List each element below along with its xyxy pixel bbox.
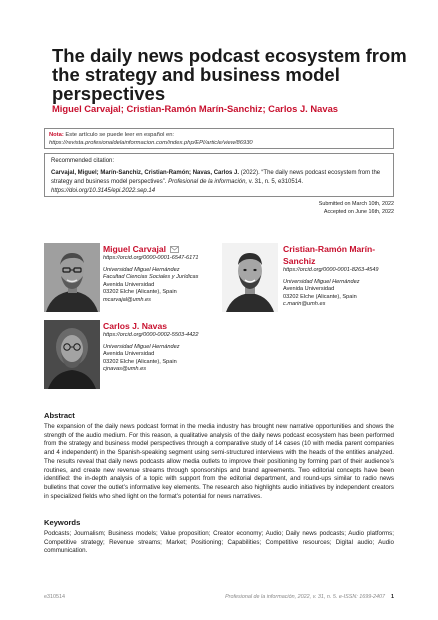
recommended-citation (44, 153, 394, 197)
address-line: 03202 Elche (Alicante), Spain (103, 289, 177, 295)
author-photo-carvajal (44, 243, 100, 312)
keywords-text: Podcasts; Journalism; Business models; Value proposition; Creator economy; Audio; Daily news podcasts; Audio platforms; Competitive strategy; Revenue streams; Market; Positioning; Capabilities; Competitive resources; Digital audio; Audio communication. (44, 530, 394, 555)
translation-note (44, 128, 394, 149)
email-link[interactable]: cjnavas@umh.es (103, 366, 146, 372)
citation-authors: Carvajal, Miguel; Marín-Sanchiz, Cristian-Ramón; Navas, Carlos J. (51, 170, 240, 176)
affiliation: Universidad Miguel Hernández (283, 278, 360, 285)
citation-doi-link[interactable]: https://doi.org/10.3145/epi.2022.sep.14 (51, 188, 156, 194)
author-info-marin (283, 243, 398, 309)
author-name: Carlos J. Navas (103, 321, 168, 331)
author-photo-marin (222, 243, 278, 312)
author-info-navas (103, 320, 218, 374)
author-list: Miguel Carvajal; Cristian-Ramón Marín-Sanchiz; Carlos J. Navas (52, 103, 339, 114)
affiliation: Universidad Miguel Hernández (103, 266, 180, 273)
envelope-icon[interactable] (170, 246, 179, 253)
affiliation: Universidad Miguel Hernández (103, 343, 180, 350)
address-line: Avenida Universidad (103, 281, 155, 288)
author-info-carvajal (103, 243, 218, 304)
journal-info: Profesional de la información, 2022, v. 31, n. 5. e-ISSN: 1699-2407 1 (225, 594, 394, 600)
citation-journal: Profesional de la información, (166, 179, 248, 185)
submission-dates (319, 200, 394, 216)
article-id: e310514 (44, 594, 65, 600)
abstract-heading: Abstract (44, 411, 75, 420)
affiliation: Facultad Ciencias Sociales y Jurídicas (103, 274, 199, 280)
address-line: Avenida Universidad (283, 286, 335, 292)
address-line: 03202 Elche (Alicante), Spain (103, 358, 177, 365)
note-text: Este artículo se puede leer en español en: (63, 132, 175, 138)
citation-year-title: (2022). “The daily news podcast ecosystem from the strategy and business model perspectives”. (51, 170, 381, 185)
citation-text (51, 169, 389, 187)
orcid-link[interactable]: https://orcid.org/0000-0001-6547-6171 (103, 255, 199, 261)
spanish-version-link[interactable]: https://revista.profesionaldelainformacion.com/index.php/EPI/article/view/86930 (49, 140, 253, 146)
page-number: 1 (391, 594, 394, 600)
author-name: Cristian-Ramón Marín-Sanchiz (283, 244, 376, 266)
email-link[interactable]: mcarvajal@umh.es (103, 296, 151, 303)
orcid-link[interactable]: https://orcid.org/0000-0001-8263-4549 (283, 267, 379, 273)
orcid-link[interactable]: https://orcid.org/0000-0002-5503-4422 (103, 332, 199, 338)
email-link[interactable]: c.marin@umh.es (283, 301, 326, 307)
submitted-date: Submitted on March 10th, 2022 (318, 201, 394, 207)
author-photo-navas (44, 320, 100, 389)
note-label: Nota: (49, 132, 64, 138)
address-line: Avenida Universidad (103, 351, 155, 357)
accepted-date: Accepted on June 16th, 2022 (323, 209, 394, 215)
article-title: The daily news podcast ecosystem from the strategy and business model perspectives (52, 45, 407, 104)
citation-volume: v. 31, n. 5, e310514. (247, 179, 304, 185)
author-name: Miguel Carvajal (103, 243, 218, 255)
address-line: 03202 Elche (Alicante), Spain (283, 293, 357, 300)
abstract-text: The expansion of the daily news podcast format in the media industry has brought new narrative opportunities and shows the strength of the audio medium. For this reason, a qualitative analysis of the daily news podcast ecosystem has been performed from the strategy and business model perspectives through a comparative study of 14 cases (10 with media parent companies and 4 independent) in the Spanish-speaking segment using semi-structured interviews with the heads of the entities analyzed. The results reveal that daily news podcasts allow media outlets to improve their positioning by forming part of their audience’s routines, and create new revenue streams through sponsorships and brand agreements. Two editorial concepts have been identified: the in-depth analysis of a topic with support from the editorial department, and round-ups similar to radio news bulletins that cover the outlet’s informative key elements. The research also highlights audio initiatives by independent creators in specialized fields who shed light on the format’s potential for news narratives. (44, 423, 394, 500)
citation-label: Recommended citation: (51, 158, 115, 164)
keywords-heading: Keywords (44, 518, 81, 527)
